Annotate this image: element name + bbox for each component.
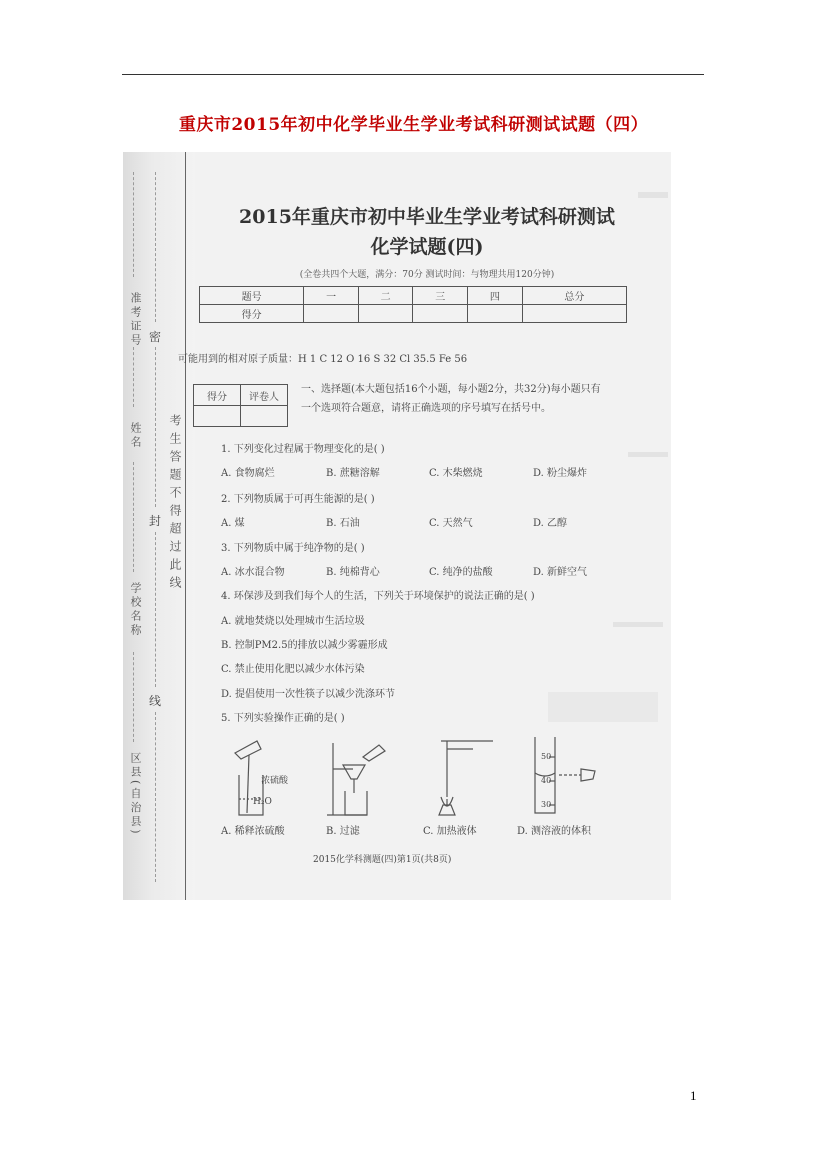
seal-dash-line (155, 172, 156, 322)
school-name-label: 学校名称 (129, 582, 142, 638)
grader-score-label: 得分 (194, 385, 241, 406)
question-2-option-d: D. 乙醇 (533, 518, 568, 529)
header-rule (122, 74, 704, 75)
figure-filtration (323, 735, 403, 821)
question-5-stem: 5. 下列实验操作正确的是( ) (221, 713, 345, 724)
exam-subtitle: 化学试题(四) (370, 236, 484, 258)
question-1-option-d: D. 粉尘爆炸 (533, 468, 588, 479)
question-3-option-a: A. 冰水混合物 (221, 567, 285, 578)
score-cell (413, 305, 468, 323)
question-2-option-c: C. 天然气 (429, 518, 473, 529)
bleed-through-mark (613, 622, 663, 627)
score-cell: 题号 (200, 287, 304, 305)
question-2-stem: 2. 下列物质属于可再生能源的是( ) (221, 494, 375, 505)
score-cell (468, 305, 523, 323)
binding-dash-line (133, 652, 134, 742)
scale-mark-50: 50 (541, 752, 552, 761)
question-4-option-a: A. 就地焚烧以处理城市生活垃圾 (221, 616, 365, 627)
question-5-option-a: A. 稀释浓硫酸 (221, 826, 285, 837)
figure-heating-liquid (433, 735, 513, 821)
question-4-stem: 4. 环保涉及到我们每个人的生活，下列关于环境保护的说法正确的是( ) (221, 591, 535, 602)
bleed-through-mark (548, 692, 658, 722)
answer-boundary-warning: 考生答题不得超过此线 (168, 414, 182, 594)
question-3-option-b: B. 纯棉背心 (326, 567, 380, 578)
grader-cell (194, 406, 241, 427)
bleed-through-mark (638, 192, 668, 198)
question-3-stem: 3. 下列物质中属于纯净物的是( ) (221, 543, 365, 554)
binding-dash-line (133, 347, 134, 407)
grader-reviewer-label: 评卷人 (241, 385, 288, 406)
scanned-exam-page (123, 152, 680, 900)
district-label: 区县(自治县) (129, 752, 142, 837)
score-table-header-row (200, 287, 627, 305)
question-4-option-b: B. 控制PM2.5的排放以减少雾霾形成 (221, 640, 388, 651)
score-cell: 一 (304, 287, 359, 305)
question-5-option-c: C. 加热液体 (423, 826, 477, 837)
exam-page-footer: 2015化学科测题(四)第1页(共8页) (313, 855, 452, 865)
student-name-label: 姓名 (129, 422, 142, 450)
score-cell (358, 305, 413, 323)
score-cell: 二 (358, 287, 413, 305)
question-1-stem: 1. 下列变化过程属于物理变化的是( ) (221, 444, 385, 455)
answer-boundary-line (185, 152, 186, 900)
seal-mi-label: 密 (149, 330, 162, 344)
seal-dash-line (155, 712, 156, 882)
exam-title: 2015年重庆市初中毕业生学业考试科研测试 (239, 206, 615, 228)
question-3-option-c: C. 纯净的盐酸 (429, 567, 493, 578)
bleed-through-mark (628, 452, 668, 457)
score-cell: 三 (413, 287, 468, 305)
grader-table (193, 384, 288, 427)
seal-xian-label: 线 (149, 694, 162, 708)
exam-id-label: 准考证号 (129, 292, 142, 348)
figure-measure-volume (523, 735, 603, 821)
score-cell: 总分 (522, 287, 626, 305)
section-1-heading: 一、选择题(本大题包括16个小题，每小题2分，共32分)每小题只有一个选项符合题意，请将正确选项的序号填写在括号中。 (301, 384, 601, 414)
question-4-option-d: D. 提倡使用一次性筷子以减少洗涤环节 (221, 689, 396, 700)
question-4-option-c: C. 禁止使用化肥以减少水体污染 (221, 664, 365, 675)
seal-dash-line (155, 347, 156, 507)
score-table (199, 286, 627, 323)
question-2-option-b: B. 石油 (326, 518, 360, 529)
score-cell: 得分 (200, 305, 304, 323)
binding-dash-line (133, 462, 134, 572)
atomic-mass-line: 可能用到的相对原子质量：H 1 C 12 O 16 S 32 Cl 35.5 Fe 56 (178, 354, 468, 365)
page-number: 1 (690, 1088, 697, 1103)
scale-mark-30: 30 (541, 800, 552, 809)
exam-note: (全卷共四个大题，满分：70分 测试时间：与物理共用120分钟) (299, 270, 555, 280)
question-5-option-b: B. 过滤 (326, 826, 360, 837)
figure-label-water: H₂O (253, 797, 272, 807)
figure-label-acid: 浓硫酸 (261, 776, 289, 786)
question-5-option-d: D. 测溶液的体积 (517, 826, 592, 837)
page-title: 重庆市2015年初中化学毕业生学业考试科研测试试题（四） (178, 115, 649, 135)
score-cell (304, 305, 359, 323)
binding-dash-line (133, 172, 134, 277)
question-2-option-a: A. 煤 (221, 518, 245, 529)
seal-feng-label: 封 (149, 514, 162, 528)
seal-dash-line (155, 532, 156, 687)
score-cell: 四 (468, 287, 523, 305)
score-table-score-row (200, 305, 627, 323)
grader-cell (241, 406, 288, 427)
question-1-option-c: C. 木柴燃烧 (429, 468, 483, 479)
scale-mark-40: 40 (541, 776, 552, 785)
question-1-option-b: B. 蔗糖溶解 (326, 468, 380, 479)
question-1-option-a: A. 食物腐烂 (221, 468, 275, 479)
scan-edge (671, 152, 680, 900)
question-3-option-d: D. 新鲜空气 (533, 567, 588, 578)
score-cell (522, 305, 626, 323)
